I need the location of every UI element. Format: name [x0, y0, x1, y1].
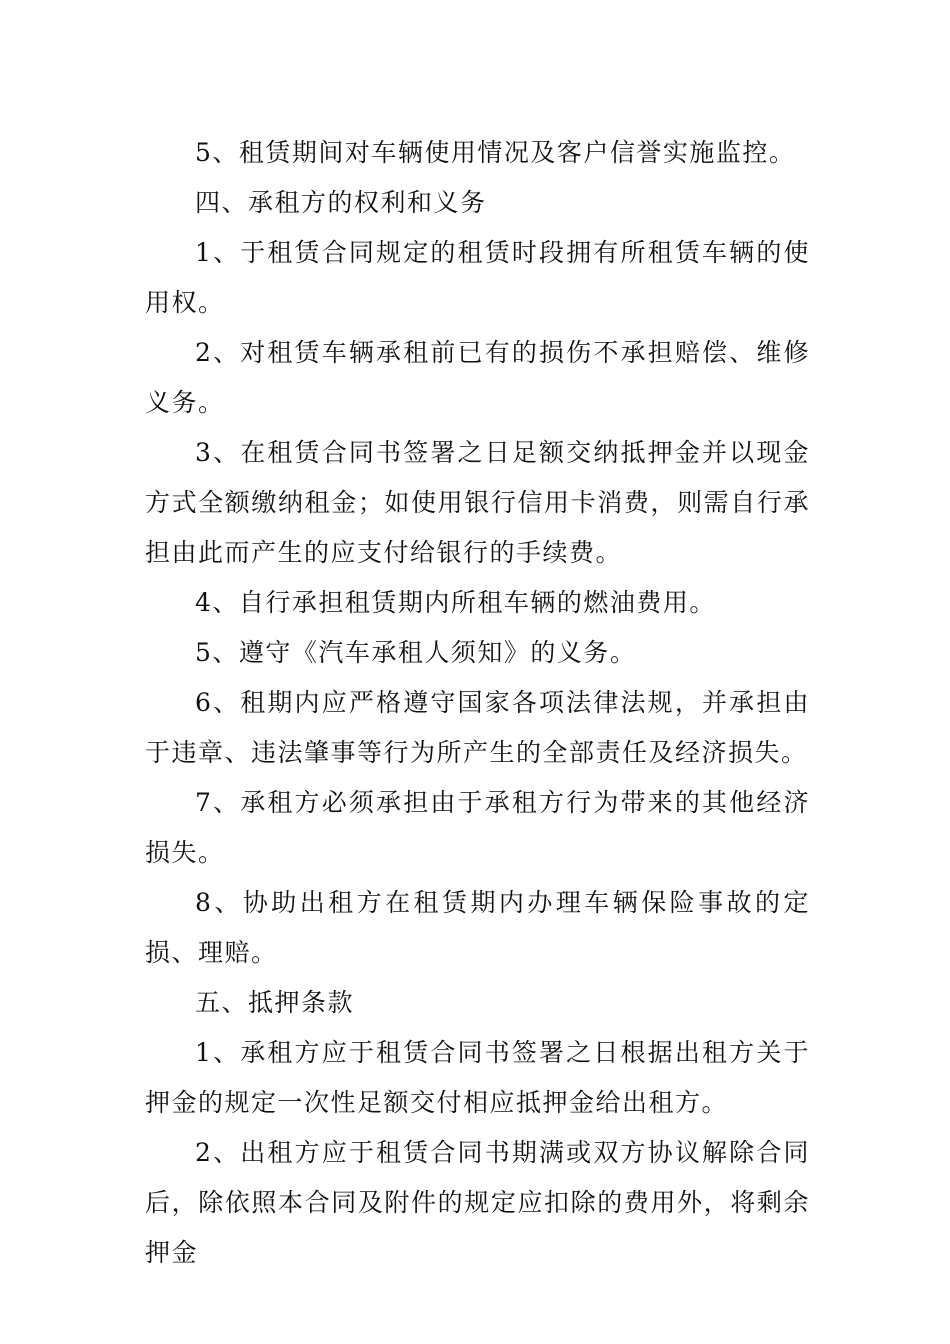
section-heading-deposit-terms: 五、抵押条款 [195, 988, 355, 1017]
paragraph-deposit-payment: 3、在租赁合同书签署之日足额交纳抵押金并以现金方式全额缴纳租金；如使用银行信用卡消费，则需自行承担由此而产生的应支付给银行的手续费。 [145, 438, 810, 567]
paragraph-monitoring: 5、租赁期间对车辆使用情况及客户信誉实施监控。 [195, 138, 796, 167]
paragraph-insurance-assist: 8、协助出租方在租赁期内办理车辆保险事故的定损、理赔。 [145, 888, 810, 967]
paragraph-deposit-delivery: 1、承租方应于租赁合同书签署之日根据出租方关于押金的规定一次性足额交付相应抵押金给出租方。 [145, 1038, 810, 1117]
paragraph-other-losses: 7、承租方必须承担由于承租方行为带来的其他经济损失。 [145, 788, 810, 867]
paragraph-deposit-refund: 2、出租方应于租赁合同书期满或双方协议解除合同后，除依照本合同及附件的规定应扣除的费用外，将剩余押金 [145, 1138, 810, 1267]
section-heading-lessee-rights: 四、承租方的权利和义务 [195, 188, 487, 217]
paragraph-usage-right: 1、于租赁合同规定的租赁时段拥有所租赁车辆的使用权。 [145, 238, 810, 317]
document-body [145, 128, 810, 1278]
paragraph-lessee-notice: 5、遵守《汽车承租人须知》的义务。 [195, 638, 637, 667]
paragraph-legal-compliance: 6、租期内应严格遵守国家各项法律法规，并承担由于违章、违法肇事等行为所产生的全部责任及经济损失。 [145, 688, 810, 767]
paragraph-prior-damage: 2、对租赁车辆承租前已有的损伤不承担赔偿、维修义务。 [145, 338, 810, 417]
paragraph-fuel-cost: 4、自行承担租赁期内所租车辆的燃油费用。 [195, 588, 716, 617]
